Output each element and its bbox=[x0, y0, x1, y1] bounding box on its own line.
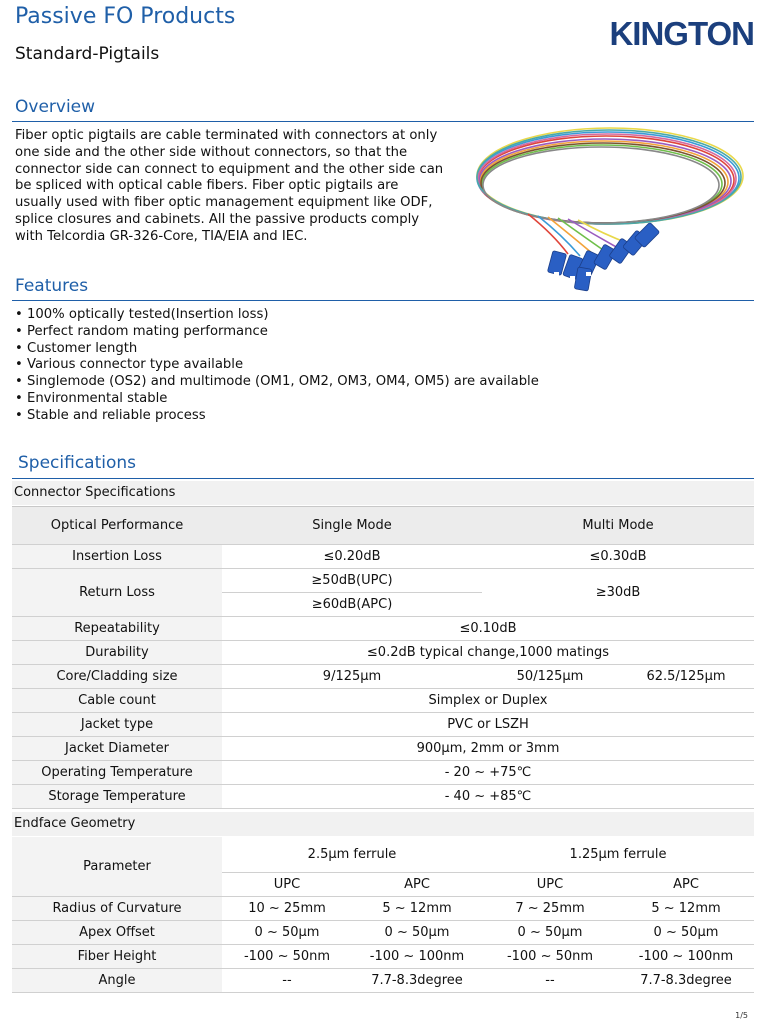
feature-item: • Various connector type available bbox=[15, 357, 539, 374]
cell-value: ≤0.10dB bbox=[222, 617, 754, 641]
subheader-apc: APC bbox=[352, 872, 482, 896]
endface-geometry-table bbox=[12, 837, 754, 993]
table-row bbox=[12, 713, 754, 737]
subheader-upc: UPC bbox=[482, 872, 618, 896]
row-label: Operating Temperature bbox=[12, 761, 222, 785]
cell-value: -- bbox=[482, 968, 618, 992]
overview-text: Fiber optic pigtails are cable terminated with connectors at only one side and the other side without connectors, so that the connector side can connect to equipment and the other side can be spliced with optical cable fibers. Fiber optic pigtails are usually used with fiber optic management equipment like ODF, splice closures and cabinets. All the passive products comply with Telcordia GR-326-Core, TIA/EIA and IEC. bbox=[15, 128, 444, 244]
feature-item: • Stable and reliable process bbox=[15, 408, 539, 425]
cell-value: 7 ~ 25mm bbox=[482, 896, 618, 920]
cell-value: - 20 ~ +75℃ bbox=[222, 761, 754, 785]
cell-value: -100 ~ 50nm bbox=[222, 944, 352, 968]
connector-spec-title: Connector Specifications bbox=[12, 481, 754, 505]
header-optical-performance: Optical Performance bbox=[12, 507, 222, 545]
table-row bbox=[12, 665, 754, 689]
pigtail-image bbox=[468, 124, 746, 294]
row-label: Apex Offset bbox=[12, 920, 222, 944]
table-row bbox=[12, 617, 754, 641]
cell-value: 50/125μm bbox=[482, 665, 618, 689]
row-label: Repeatability bbox=[12, 617, 222, 641]
cell-value: -100 ~ 100nm bbox=[618, 944, 754, 968]
row-label: Jacket Diameter bbox=[12, 737, 222, 761]
row-label: Radius of Curvature bbox=[12, 896, 222, 920]
row-label: Fiber Height bbox=[12, 944, 222, 968]
cell-value: 7.7-8.3degree bbox=[352, 968, 482, 992]
table-row bbox=[12, 896, 754, 920]
cell-value: 5 ~ 12mm bbox=[352, 896, 482, 920]
feature-item: • Customer length bbox=[15, 341, 539, 358]
cell-value: ≤0.30dB bbox=[482, 545, 754, 569]
page-title: Passive FO Products bbox=[15, 4, 236, 29]
row-label: Storage Temperature bbox=[12, 785, 222, 809]
table-header-row bbox=[12, 507, 754, 545]
header-ferrule-2-5: 2.5μm ferrule bbox=[222, 837, 482, 872]
cell-value: 62.5/125μm bbox=[618, 665, 754, 689]
cell-value: 9/125μm bbox=[222, 665, 482, 689]
row-label: Cable count bbox=[12, 689, 222, 713]
cell-value: ≤0.2dB typical change,1000 matings bbox=[222, 641, 754, 665]
overview-heading: Overview bbox=[15, 97, 96, 117]
table-row bbox=[12, 968, 754, 992]
cell-value: ≤0.20dB bbox=[222, 545, 482, 569]
table-row bbox=[12, 641, 754, 665]
overview-divider bbox=[12, 121, 754, 122]
table-row bbox=[12, 944, 754, 968]
feature-item: • 100% optically tested(Insertion loss) bbox=[15, 307, 539, 324]
header-single-mode: Single Mode bbox=[222, 507, 482, 545]
specifications-divider bbox=[12, 478, 754, 479]
row-label: Core/Cladding size bbox=[12, 665, 222, 689]
cell-value: 0 ~ 50μm bbox=[618, 920, 754, 944]
table-row bbox=[12, 920, 754, 944]
row-label: Jacket type bbox=[12, 713, 222, 737]
row-label: Angle bbox=[12, 968, 222, 992]
cell-value: 900μm, 2mm or 3mm bbox=[222, 737, 754, 761]
connector-spec-table bbox=[12, 506, 754, 809]
cell-value: ≥60dB(APC) bbox=[222, 593, 482, 617]
header-parameter: Parameter bbox=[12, 837, 222, 896]
brand-logo: KINGTON bbox=[609, 15, 754, 52]
cell-value: ≥50dB(UPC) bbox=[222, 569, 482, 593]
page-subtitle: Standard-Pigtails bbox=[15, 44, 160, 64]
features-list bbox=[15, 307, 539, 425]
cell-value: 5 ~ 12mm bbox=[618, 896, 754, 920]
table-row bbox=[12, 689, 754, 713]
features-divider bbox=[12, 300, 754, 301]
features-heading: Features bbox=[15, 276, 89, 296]
table-row bbox=[12, 545, 754, 569]
feature-item: • Environmental stable bbox=[15, 391, 539, 408]
subheader-upc: UPC bbox=[222, 872, 352, 896]
row-label: Return Loss bbox=[12, 569, 222, 617]
feature-item: • Perfect random mating performance bbox=[15, 324, 539, 341]
cell-value: 0 ~ 50μm bbox=[352, 920, 482, 944]
feature-item: • Singlemode (OS2) and multimode (OM1, OM2, OM3, OM4, OM5) are available bbox=[15, 374, 539, 391]
table-header-row bbox=[12, 837, 754, 872]
row-label: Durability bbox=[12, 641, 222, 665]
page-number: 1/5 bbox=[735, 1011, 748, 1020]
cell-value: PVC or LSZH bbox=[222, 713, 754, 737]
row-label: Insertion Loss bbox=[12, 545, 222, 569]
cell-value: -- bbox=[222, 968, 352, 992]
specifications-heading: Specifications bbox=[18, 453, 137, 473]
table-row bbox=[12, 569, 754, 593]
header-ferrule-1-25: 1.25μm ferrule bbox=[482, 837, 754, 872]
cell-value: -100 ~ 100nm bbox=[352, 944, 482, 968]
cell-value: -100 ~ 50nm bbox=[482, 944, 618, 968]
cell-value: 7.7-8.3degree bbox=[618, 968, 754, 992]
endface-geometry-title: Endface Geometry bbox=[12, 812, 754, 836]
table-row bbox=[12, 737, 754, 761]
header-multi-mode: Multi Mode bbox=[482, 507, 754, 545]
table-row bbox=[12, 785, 754, 809]
cell-value: ≥30dB bbox=[482, 569, 754, 617]
subheader-apc: APC bbox=[618, 872, 754, 896]
cell-value: Simplex or Duplex bbox=[222, 689, 754, 713]
cell-value: - 40 ~ +85℃ bbox=[222, 785, 754, 809]
table-row bbox=[12, 761, 754, 785]
cell-value: 0 ~ 50μm bbox=[222, 920, 352, 944]
cell-value: 10 ~ 25mm bbox=[222, 896, 352, 920]
cell-value: 0 ~ 50μm bbox=[482, 920, 618, 944]
